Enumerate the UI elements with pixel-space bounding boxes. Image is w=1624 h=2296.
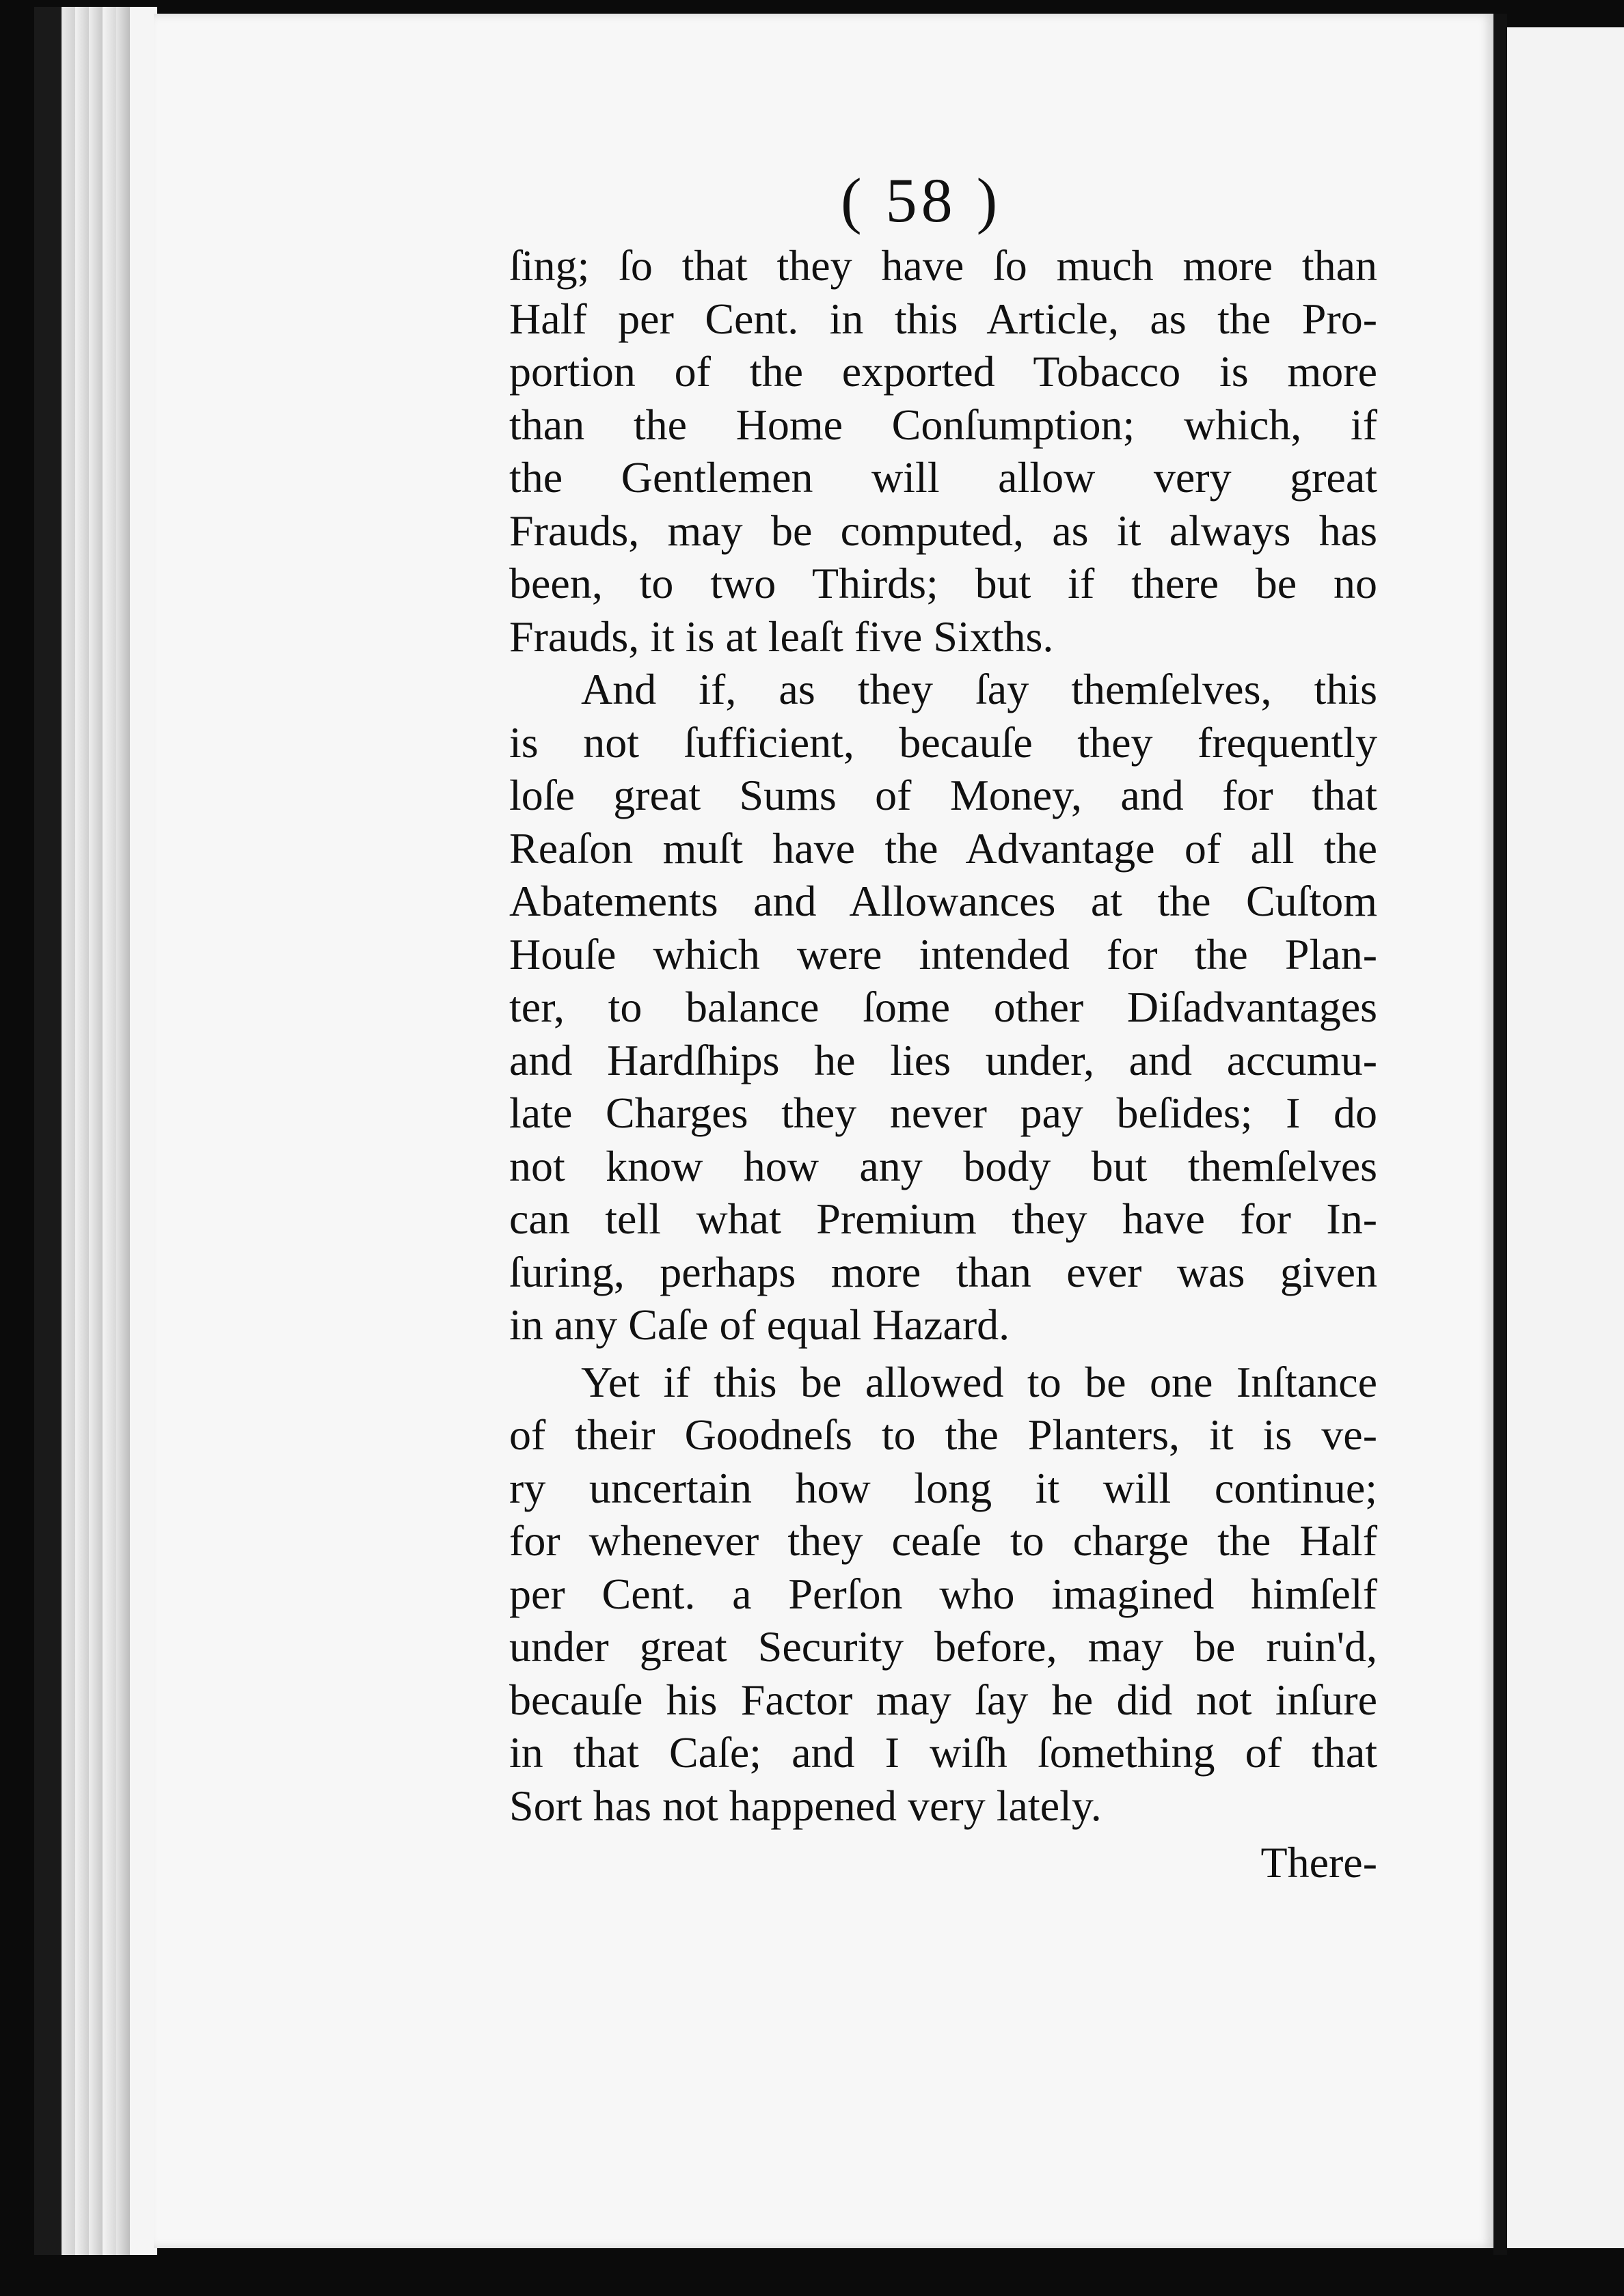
text-line: is not ſufficient, becauſe they frequently — [509, 718, 1377, 767]
body-text — [509, 239, 1377, 1889]
text-line: per Cent. a Perſon who imagined himſelf — [509, 1569, 1377, 1618]
facing-page-edge — [1507, 27, 1624, 2248]
text-line: portion of the exported Tobacco is more — [509, 347, 1377, 396]
text-line: And if, as they ſay themſelves, this — [581, 665, 1377, 713]
text-line: Houſe which were intended for the Plan- — [509, 929, 1377, 979]
text-line: ſing; ſo that they have ſo much more than — [509, 241, 1377, 290]
text-line: can tell what Premium they have for In- — [509, 1194, 1377, 1243]
text-line: ry uncertain how long it will continue; — [509, 1463, 1377, 1512]
text-line: loſe great Sums of Money, and for that — [509, 771, 1377, 819]
text-line: than the Home Conſumption; which, if — [509, 400, 1377, 449]
page-gutter-shadow — [1493, 14, 1507, 2255]
text-line: for whenever they ceaſe to charge the Half — [509, 1516, 1377, 1565]
text-line: becauſe his Factor may ſay he did not inſure — [509, 1675, 1377, 1724]
text-line: been, to two Thirds; but if there be no — [509, 559, 1377, 607]
text-line: Frauds, may be computed, as it always has — [509, 506, 1377, 555]
text-line: the Gentlemen will allow very great — [509, 453, 1377, 502]
text-line: not know how any body but themſelves — [509, 1141, 1377, 1190]
page-number: ( 58 ) — [841, 165, 1002, 235]
text-line: Frauds, it is at leaſt five Sixths. — [509, 612, 1054, 661]
scan-bottom-border — [0, 2255, 1624, 2296]
book-binding-edge — [34, 7, 157, 2262]
text-line: in any Caſe of equal Hazard. — [509, 1300, 1010, 1349]
text-line: Yet if this be allowed to be one Inſtance — [581, 1357, 1377, 1406]
text-line: Abatements and Allowances at the Cuſtom — [509, 877, 1377, 925]
text-line: of their Goodneſs to the Planters, it is ve- — [509, 1410, 1377, 1459]
text-line: Reaſon muſt have the Advantage of all the — [509, 823, 1377, 873]
text-line: late Charges they never pay beſides; I do — [509, 1089, 1377, 1137]
text-line: ter, to balance ſome other Diſadvantages — [509, 983, 1377, 1031]
text-line: and Hardſhips he lies under, and accumu- — [509, 1035, 1377, 1084]
text-line: Half per Cent. in this Article, as the Pro- — [509, 294, 1377, 343]
catchword: There- — [1260, 1838, 1377, 1887]
text-line: ſuring, perhaps more than ever was given — [509, 1247, 1377, 1296]
text-line: in that Caſe; and I wiſh ſomething of that — [509, 1728, 1377, 1777]
text-line: under great Security before, may be ruin'd, — [509, 1622, 1377, 1671]
text-line: Sort has not happened very lately. — [509, 1781, 1102, 1830]
